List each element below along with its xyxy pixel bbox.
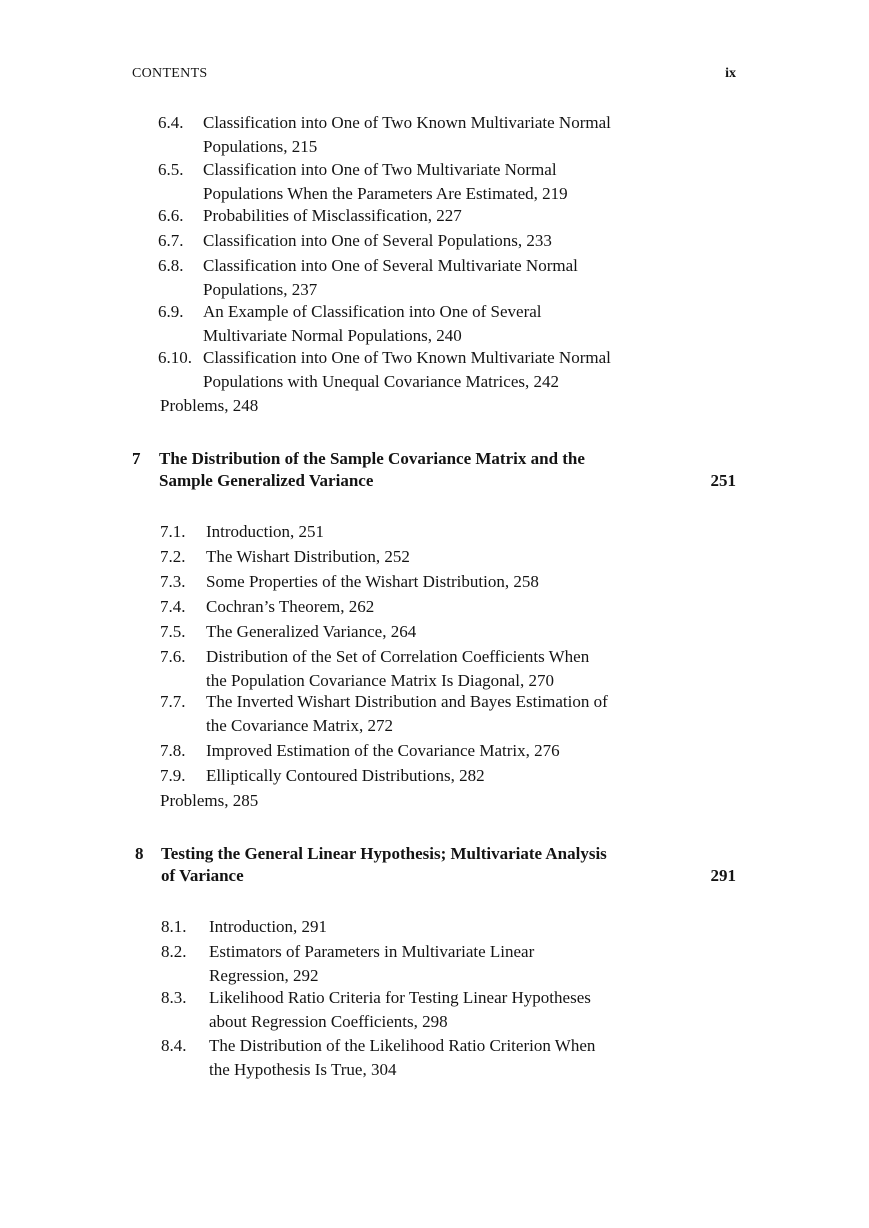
entry-number: 6.6. — [158, 206, 184, 225]
entry-line: Populations with Unequal Covariance Matrices, 242 — [203, 372, 559, 391]
entry-text — [209, 1034, 679, 1082]
problems-entry: Problems, 248 — [160, 396, 259, 415]
entry-line: Populations, 215 — [203, 137, 318, 156]
entry-text — [206, 690, 676, 738]
entry-number: 7.4. — [160, 597, 186, 616]
running-head-title: CONTENTS — [132, 66, 208, 81]
entry-text — [206, 764, 676, 788]
entry-number: 7.2. — [160, 547, 186, 566]
entry-number: 6.10. — [158, 348, 192, 367]
entry-text — [209, 940, 679, 988]
entry-line: Introduction, 291 — [209, 917, 328, 936]
entry-number: 6.5. — [158, 160, 184, 179]
page-number: ix — [725, 66, 736, 81]
entry-line: Classification into One of Two Known Multivariate Normal — [203, 113, 611, 132]
entry-number: 7.9. — [160, 766, 186, 785]
entry-line: Distribution of the Set of Correlation Coefficients When — [206, 647, 590, 666]
entry-line: Likelihood Ratio Criteria for Testing Linear Hypotheses — [209, 988, 591, 1007]
entry-text — [206, 570, 676, 594]
entry-text — [203, 229, 673, 253]
entry-number: 6.9. — [158, 302, 184, 321]
entry-number: 8.2. — [161, 942, 187, 961]
chapter-title — [161, 843, 681, 887]
entry-number: 7.3. — [160, 572, 186, 591]
entry-line: Cochran’s Theorem, 262 — [206, 597, 375, 616]
entry-text — [203, 111, 673, 159]
entry-text — [206, 520, 676, 544]
entry-text — [203, 346, 673, 394]
chapter-page: 251 — [710, 471, 736, 490]
entry-line: The Distribution of the Likelihood Ratio Criterion When — [209, 1036, 596, 1055]
chapter-number: 8 — [135, 844, 144, 863]
entry-line: Classification into One of Two Multivariate Normal — [203, 160, 557, 179]
entry-number: 7.6. — [160, 647, 186, 666]
entry-number: 6.8. — [158, 256, 184, 275]
problems-entry: Problems, 285 — [160, 791, 259, 810]
entry-number: 8.4. — [161, 1036, 187, 1055]
chapter-title-line: Testing the General Linear Hypothesis; Multivariate Analysis — [161, 844, 607, 863]
entry-number: 7.1. — [160, 522, 186, 541]
entry-line: Probabilities of Misclassification, 227 — [203, 206, 462, 225]
entry-text — [203, 204, 673, 228]
entry-line: The Generalized Variance, 264 — [206, 622, 417, 641]
entry-text — [206, 545, 676, 569]
entry-number: 7.8. — [160, 741, 186, 760]
entry-line: Classification into One of Several Multivariate Normal — [203, 256, 578, 275]
chapter-title-line: The Distribution of the Sample Covariance Matrix and the — [159, 449, 585, 468]
entry-line: the Population Covariance Matrix Is Diagonal, 270 — [206, 671, 554, 690]
entry-line: Regression, 292 — [209, 966, 319, 985]
entry-line: Classification into One of Several Populations, 233 — [203, 231, 552, 250]
entry-line: about Regression Coefficients, 298 — [209, 1012, 448, 1031]
entry-line: Populations When the Parameters Are Estimated, 219 — [203, 184, 568, 203]
entry-line: Estimators of Parameters in Multivariate Linear — [209, 942, 535, 961]
chapter-title-line: Sample Generalized Variance — [159, 471, 374, 490]
entry-text — [206, 739, 676, 763]
entry-number: 6.7. — [158, 231, 184, 250]
entry-text — [206, 620, 676, 644]
chapter-number: 7 — [132, 449, 141, 468]
entry-line: The Wishart Distribution, 252 — [206, 547, 410, 566]
entry-number: 8.1. — [161, 917, 187, 936]
chapter-title-line: of Variance — [161, 866, 244, 885]
entry-line: the Hypothesis Is True, 304 — [209, 1060, 397, 1079]
entry-number: 8.3. — [161, 988, 187, 1007]
entry-line: Populations, 237 — [203, 280, 318, 299]
entry-text — [203, 300, 673, 348]
entry-line: Introduction, 251 — [206, 522, 325, 541]
chapter-title — [159, 448, 679, 492]
entry-line: The Inverted Wishart Distribution and Bayes Estimation of — [206, 692, 608, 711]
entry-text — [206, 645, 676, 693]
entry-text — [206, 595, 676, 619]
entry-line: Improved Estimation of the Covariance Matrix, 276 — [206, 741, 560, 760]
entry-text — [209, 915, 679, 939]
chapter-page: 291 — [710, 866, 736, 885]
entry-line: Elliptically Contoured Distributions, 282 — [206, 766, 485, 785]
entry-text — [203, 158, 673, 206]
entry-number: 6.4. — [158, 113, 184, 132]
entry-text — [209, 986, 679, 1034]
entry-number: 7.7. — [160, 692, 186, 711]
entry-line: the Covariance Matrix, 272 — [206, 716, 393, 735]
entry-line: An Example of Classification into One of Several — [203, 302, 542, 321]
entry-number: 7.5. — [160, 622, 186, 641]
entry-line: Some Properties of the Wishart Distribution, 258 — [206, 572, 539, 591]
entry-line: Classification into One of Two Known Multivariate Normal — [203, 348, 611, 367]
entry-line: Multivariate Normal Populations, 240 — [203, 326, 462, 345]
entry-text — [203, 254, 673, 302]
